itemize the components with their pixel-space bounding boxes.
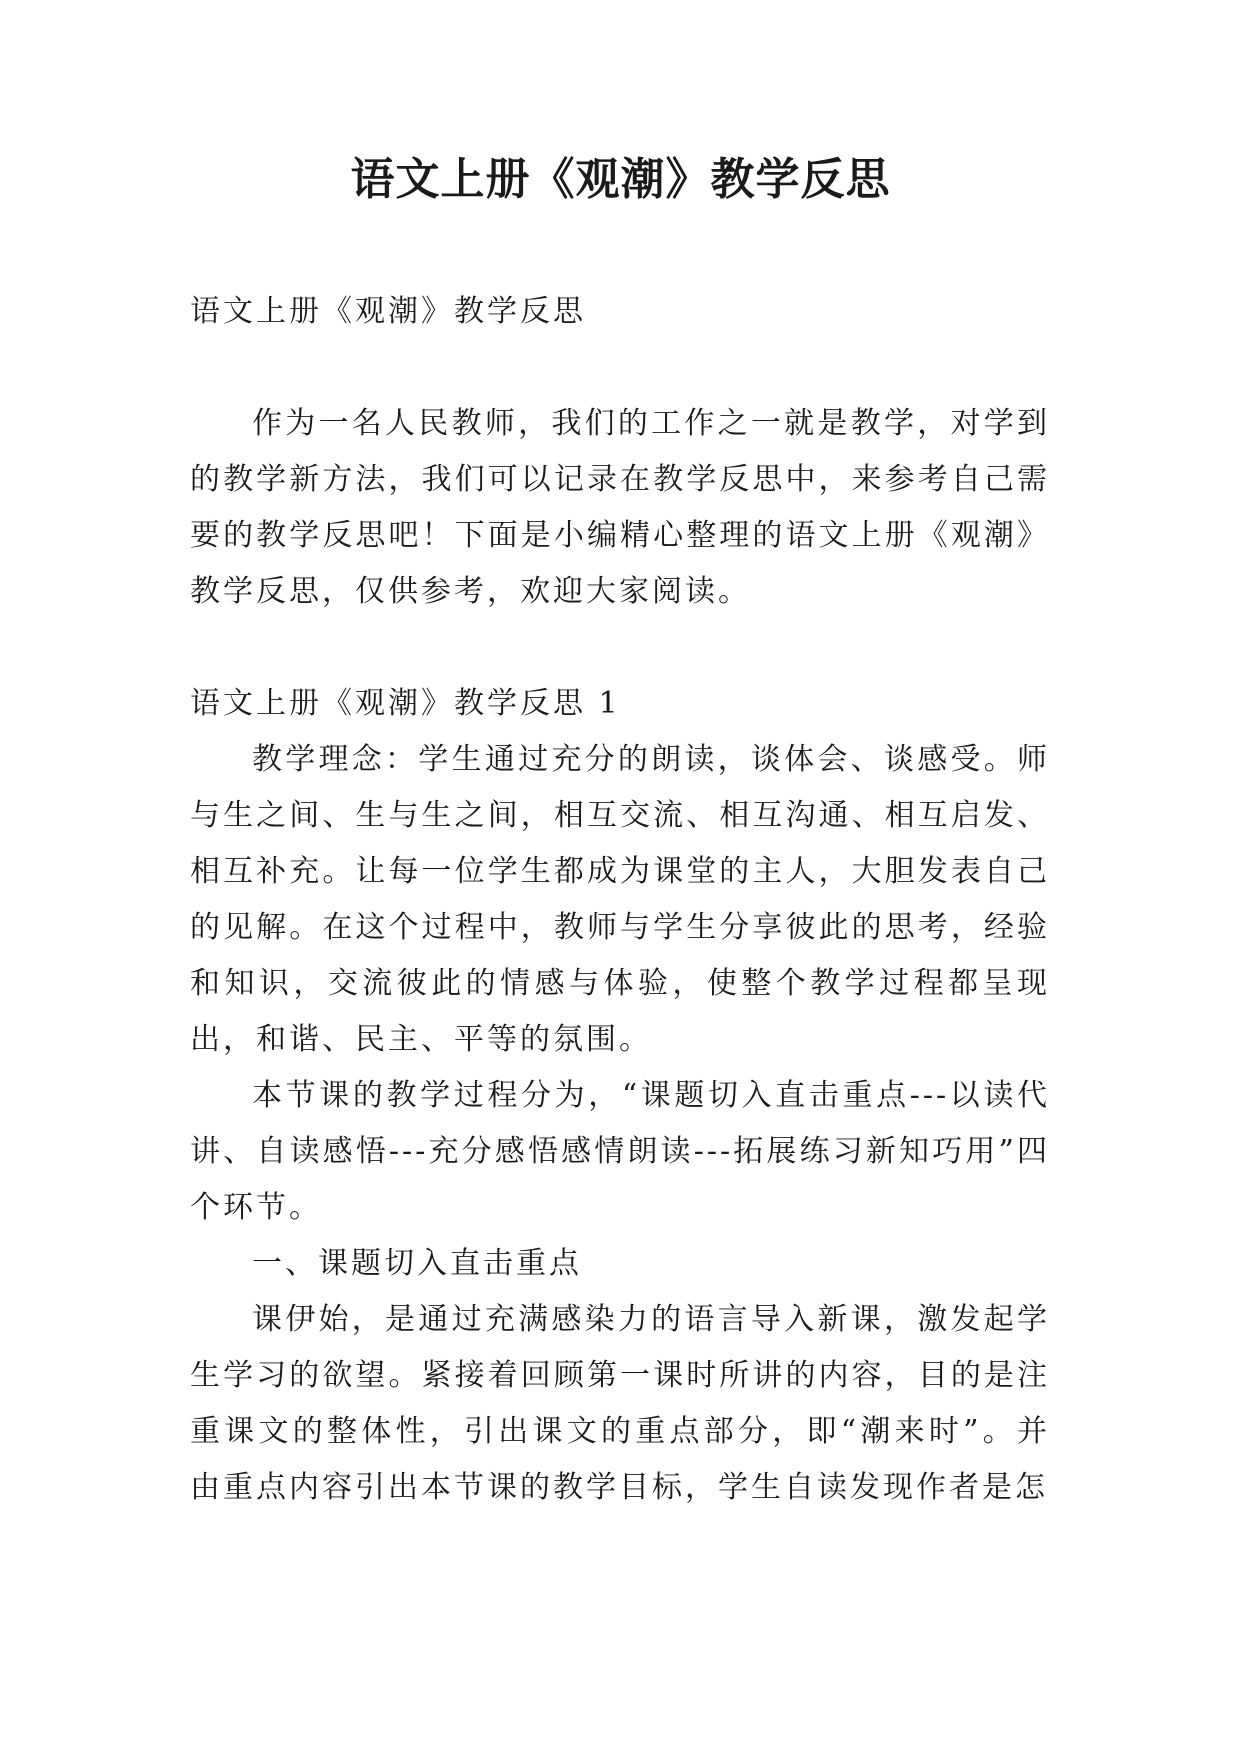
body-paragraph: 教学理念：学生通过充分的朗读，谈体会、谈感受。师与生之间、生与生之间，相互交流、相互沟通、相互启发、相互补充。让每一位学生都成为课堂的主人，大胆发表自己的见解。在这个过程中，教师与学生分享彼此的思考，经验和知识，交流彼此的情感与体验，使整个教学过程都呈现出，和谐、民主、平等的氛围。 — [190, 742, 1050, 1057]
body-paragraph: 本节课的教学过程分为，“课题切入直击重点---以读代讲、自读感悟---充分感悟感情朗读---拓展练习新知巧用”四个环节。 — [190, 1078, 1050, 1225]
document-subtitle: 语文上册《观潮》教学反思 — [190, 294, 586, 329]
document-body — [190, 284, 1050, 1516]
subsection-heading: 一、课题切入直击重点 — [252, 1246, 582, 1281]
intro-paragraph: 作为一名人民教师，我们的工作之一就是教学，对学到的教学新方法，我们可以记录在教学反思中，来参考自己需要的教学反思吧！下面是小编精心整理的语文上册《观潮》教学反思，仅供参考，欢迎大家阅读。 — [190, 406, 1050, 609]
paragraph-spacer — [190, 620, 1050, 676]
body-paragraph: 课伊始，是通过充满感染力的语言导入新课，激发起学生学习的欲望。紧接着回顾第一课时所讲的内容，目的是注重课文的整体性，引出课文的重点部分，即“潮来时”。并由重点内容引出本节课的教学目标，学生自读发现作者是怎 — [190, 1302, 1050, 1505]
document-title: 语文上册《观潮》教学反思 — [350, 154, 891, 205]
section-heading: 语文上册《观潮》教学反思 1 — [190, 686, 621, 721]
paragraph-spacer — [190, 340, 1050, 396]
